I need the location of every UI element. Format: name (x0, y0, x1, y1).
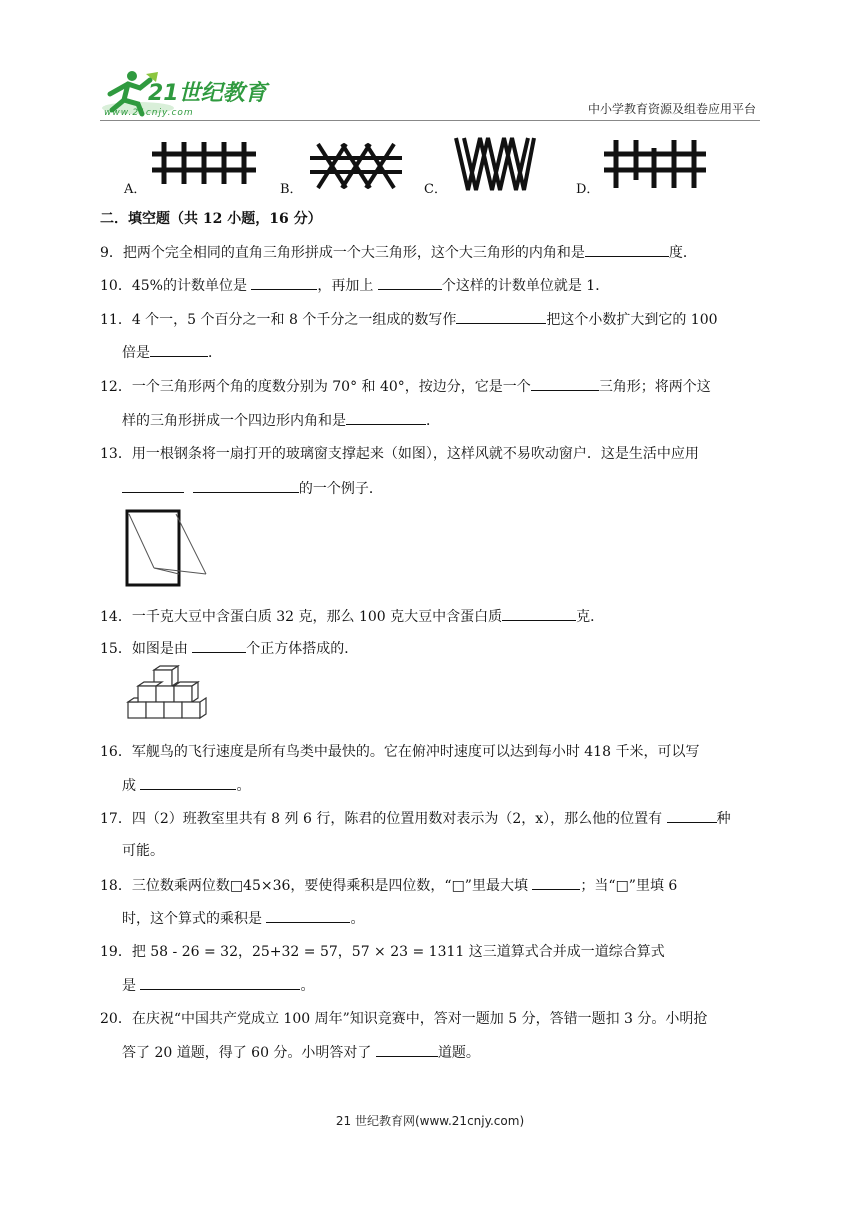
question-text: ． (208, 345, 222, 361)
question-text: 倍是 (122, 345, 150, 361)
answer-blank[interactable] (122, 478, 184, 493)
question-17 (100, 808, 760, 829)
question-text: 三位数乘两位数□45×36，要使得乘积是四位数，“□”里最大填 (131, 878, 533, 894)
question-16 (100, 742, 760, 762)
option-c-label: C． (424, 182, 447, 197)
question-text: 时，这个算式的乘积是 (122, 911, 267, 927)
answer-blank[interactable] (140, 775, 236, 790)
logo-url: www.21cnjy.com (104, 108, 194, 118)
question-text: 把这个小数扩大到它的 100 (546, 312, 718, 328)
question-text: 4 个一，5 个百分之一和 8 个千分之一组成的数写作 (131, 312, 457, 328)
answer-blank[interactable] (150, 342, 208, 357)
question-12-continued (122, 410, 440, 431)
question-text: 45%的计数单位是 (131, 278, 252, 294)
question-text: 样的三角形拼成一个四边形内角和是 (122, 413, 346, 429)
question-11 (100, 309, 760, 330)
question-18 (100, 875, 760, 896)
question-14 (100, 606, 760, 627)
question-text: 。 (300, 978, 315, 994)
question-number: 16． (100, 744, 132, 760)
question-text: 三角形；将两个这 (598, 379, 711, 395)
answer-blank[interactable] (531, 376, 599, 391)
answer-blank[interactable] (378, 275, 442, 290)
question-number: 19． (100, 944, 132, 960)
option-b-label: B． (280, 182, 303, 197)
question-18-continued (122, 908, 364, 929)
question-text: 。 (350, 911, 365, 927)
question-text: 成 (122, 778, 141, 794)
question-19 (100, 942, 760, 962)
option-d-grid-figure (602, 138, 708, 190)
question-text: 度． (668, 245, 697, 261)
answer-blank[interactable] (192, 638, 246, 653)
question-text: 克． (576, 609, 605, 625)
window-support-figure (124, 508, 210, 588)
question-text: 一千克大豆中含蛋白质 32 克，那么 100 克大豆中含蛋白质 (131, 609, 503, 625)
question-text: ；当“□”里填 6 (580, 878, 678, 894)
question-9 (100, 242, 760, 263)
answer-blank[interactable] (532, 875, 580, 890)
option-c-zigzag-figure (452, 136, 536, 192)
question-text: 可能。 (122, 843, 164, 859)
question-17-continued (122, 841, 164, 861)
section-heading: 二．填空题（共 12 小题，16 分） (100, 211, 322, 227)
question-16-continued (122, 775, 250, 796)
question-text: 道题。 (437, 1045, 480, 1061)
header-divider (100, 120, 760, 121)
question-text: ． (426, 413, 440, 429)
answer-blank[interactable] (140, 975, 300, 990)
question-number: 10． (100, 278, 132, 294)
question-text: 。 (236, 778, 251, 794)
question-number: 17． (100, 811, 132, 827)
question-11-continued (122, 342, 222, 363)
platform-title: 中小学教育资源及组卷应用平台 (587, 102, 756, 116)
question-10 (100, 275, 760, 296)
question-19-continued (122, 975, 314, 996)
question-number: 13． (100, 446, 132, 462)
option-d-label: D． (576, 182, 600, 197)
question-12 (100, 376, 760, 397)
logo-text: 21世纪教育 (148, 81, 267, 106)
question-text: 在庆祝“中国共产党成立 100 周年”知识竞赛中，答对一题加 5 分，答错一题扣 3 分。小明抢 (131, 1011, 708, 1027)
question-text: 种 (716, 811, 731, 827)
question-15 (100, 638, 760, 659)
question-text: 用一根钢条将一扇打开的玻璃窗支撑起来（如图），这样风就不易吹动窗户．这是生活中应用 (131, 446, 699, 462)
question-number: 20． (100, 1011, 132, 1027)
question-number: 14． (100, 609, 132, 625)
question-text: 军舰鸟的飞行速度是所有鸟类中最快的。它在俯冲时速度可以达到每小时 418 千米，可以写 (131, 744, 700, 760)
question-text: 把 58 - 26 = 32，25+32 = 57，57 × 23 = 1311 这三道算式合并成一道综合算式 (131, 944, 665, 960)
question-text: 四（2）班教室里共有 8 列 6 行，陈君的位置用数对表示为（2，x），那么他的位置有 (131, 811, 667, 827)
question-text: 一个三角形两个角的度数分别为 70° 和 40°，按边分，它是一个 (131, 379, 531, 395)
question-text: 答了 20 道题，得了 60 分。小明答对了 (122, 1045, 376, 1061)
question-text: 的一个例子． (298, 481, 383, 497)
page-footer: 21 世纪教育网(www.21cnjy.com) (335, 1114, 525, 1128)
option-a-grid-figure (150, 140, 260, 184)
option-b-cross-figure (308, 140, 404, 190)
question-text: 个这样的计数单位就是 1． (441, 278, 610, 294)
question-13-continued (122, 478, 383, 499)
question-text: ，再加上 (317, 278, 378, 294)
question-13 (100, 444, 760, 464)
cube-stack-figure (124, 664, 214, 724)
question-20-continued (122, 1042, 480, 1063)
question-number: 9． (100, 245, 123, 261)
question-number: 12． (100, 379, 132, 395)
answer-blank[interactable] (667, 808, 717, 823)
answer-blank[interactable] (502, 606, 576, 621)
answer-blank[interactable] (266, 908, 350, 923)
answer-blank[interactable] (376, 1042, 438, 1057)
question-text: 如图是由 (131, 641, 193, 657)
answer-blank[interactable] (585, 242, 669, 257)
answer-blank[interactable] (346, 410, 426, 425)
answer-blank[interactable] (456, 309, 546, 324)
question-number: 18． (100, 878, 132, 894)
option-a-label: A． (124, 182, 147, 197)
answer-blank[interactable] (193, 478, 299, 493)
answer-blank[interactable] (251, 275, 317, 290)
question-number: 15． (100, 641, 132, 657)
question-text: 是 (122, 978, 141, 994)
question-text: 把两个完全相同的直角三角形拼成一个大三角形，这个大三角形的内角和是 (122, 245, 585, 261)
question-20 (100, 1009, 760, 1029)
question-number: 11． (100, 312, 132, 328)
question-text: 个正方体搭成的． (246, 641, 359, 657)
